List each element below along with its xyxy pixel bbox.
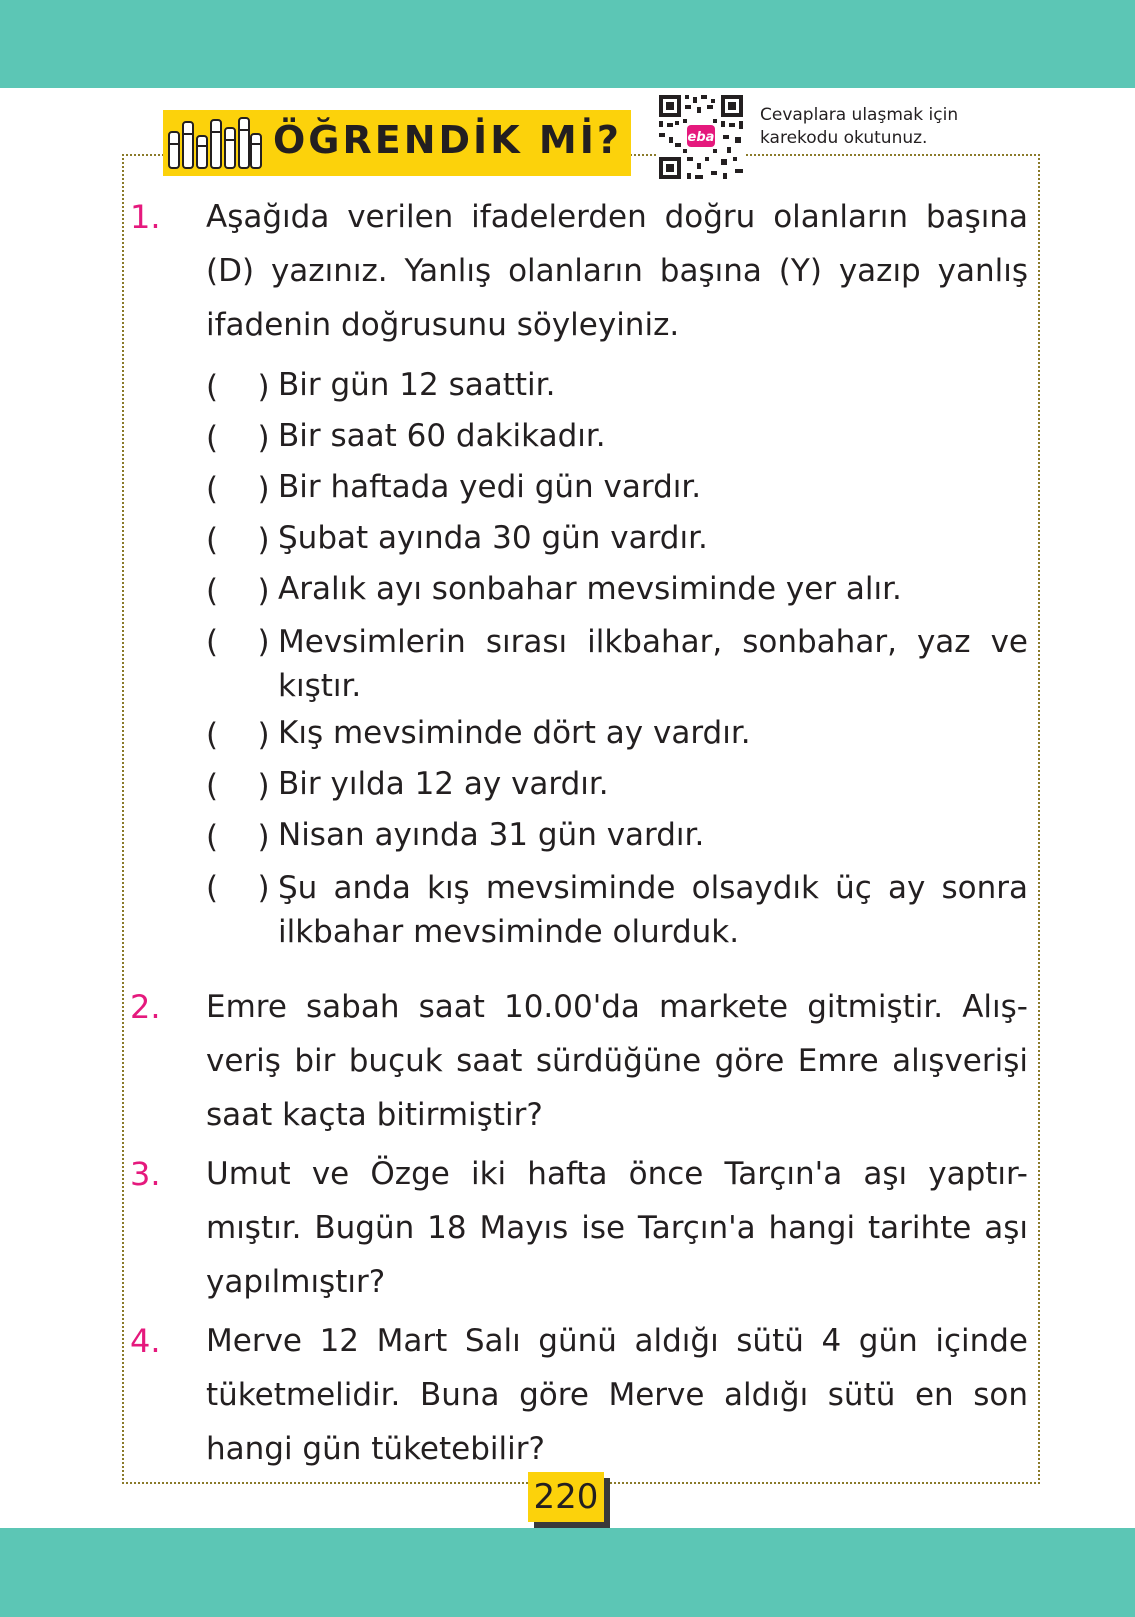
question-line: saat kaçta bitirmiştir? [206,1097,543,1133]
question-line: tüketmelidir. Buna göre Merve aldığı sütü en son [206,1377,1028,1413]
item-text: Mevsimlerin sırası ilkbahar, sonbahar, yaz ve [278,624,1028,660]
answer-blank[interactable]: ( ) [206,624,270,660]
answer-blank[interactable]: ( ) [206,717,270,753]
item-text: Bir haftada yedi gün vardır. [278,469,702,505]
answer-blank[interactable]: ( ) [206,819,270,855]
question-line: Umut ve Özge iki hafta önce Tarçın'a aşı yaptır- [206,1156,1028,1192]
page-number: 220 [528,1472,604,1522]
question-text [206,1147,1028,1309]
question-line: veriş bir buçuk saat sürdüğüne göre Emre alışverişi [206,1043,1028,1079]
question-line: ifadenin doğrusunu söyleyiniz. [206,307,680,343]
qr-note-line: karekodu okutunuz. [760,128,928,148]
question-line: yapılmıştır? [206,1264,386,1300]
question-number: 4. [130,1322,161,1360]
question-number: 1. [130,198,161,236]
answer-blank[interactable]: ( ) [206,522,270,558]
question-line: Merve 12 Mart Salı günü aldığı sütü 4 gün içinde [206,1323,1028,1359]
list-item [206,517,1028,563]
qr-instruction [760,104,1000,150]
question-text [206,1314,1028,1476]
item-text: Bir saat 60 dakikadır. [278,418,606,454]
item-text: kıştır. [278,668,362,704]
list-item [206,415,1028,461]
question-line: (D) yazınız. Yanlış olanların başına (Y) yazıp yanlış [206,253,1028,289]
list-item [206,364,1028,410]
list-item [206,568,1028,614]
question-line: Emre sabah saat 10.00'da markete gitmiştir. Alış- [206,989,1028,1025]
list-item [206,814,1028,860]
list-item [206,712,1028,758]
answer-blank[interactable]: ( ) [206,420,270,456]
eba-logo: eba [687,130,715,145]
question-line: Aşağıda verilen ifadelerden doğru olanların başına [206,199,1028,235]
question-number: 3. [130,1155,161,1193]
question-line: mıştır. Bugün 18 Mayıs ise Tarçın'a hangi tarihte aşı [206,1210,1028,1246]
list-item [206,619,1028,707]
list-item [206,763,1028,809]
item-text: Bir gün 12 saattir. [278,367,556,403]
section-banner [163,110,631,176]
qr-code-icon [657,93,745,181]
question-line: hangi gün tüketebilir? [206,1431,545,1467]
item-text: Şu anda kış mevsiminde olsaydık üç ay sonra [278,870,1028,906]
answer-blank[interactable]: ( ) [206,768,270,804]
section-title: ÖĞRENDİK Mİ? [273,118,622,162]
answer-blank[interactable]: ( ) [206,369,270,405]
item-text: Bir yılda 12 ay vardır. [278,766,609,802]
item-text: Şubat ayında 30 gün vardır. [278,520,708,556]
list-item [206,865,1028,953]
raised-hands-icon [165,114,265,172]
question-text [206,190,1028,352]
bottom-color-band [0,1528,1135,1617]
answer-blank[interactable]: ( ) [206,471,270,507]
qr-note-line: Cevaplara ulaşmak için [760,105,959,125]
item-text: Kış mevsiminde dört ay vardır. [278,715,751,751]
top-color-band [0,0,1135,88]
answer-blank[interactable]: ( ) [206,870,270,906]
question-text [206,980,1028,1142]
question-number: 2. [130,988,161,1026]
true-false-list [206,364,1028,958]
answer-blank[interactable]: ( ) [206,573,270,609]
item-text: Nisan ayında 31 gün vardır. [278,817,705,853]
list-item [206,466,1028,512]
item-text: Aralık ayı sonbahar mevsiminde yer alır. [278,571,902,607]
item-text: ilkbahar mevsiminde olurduk. [278,914,740,950]
